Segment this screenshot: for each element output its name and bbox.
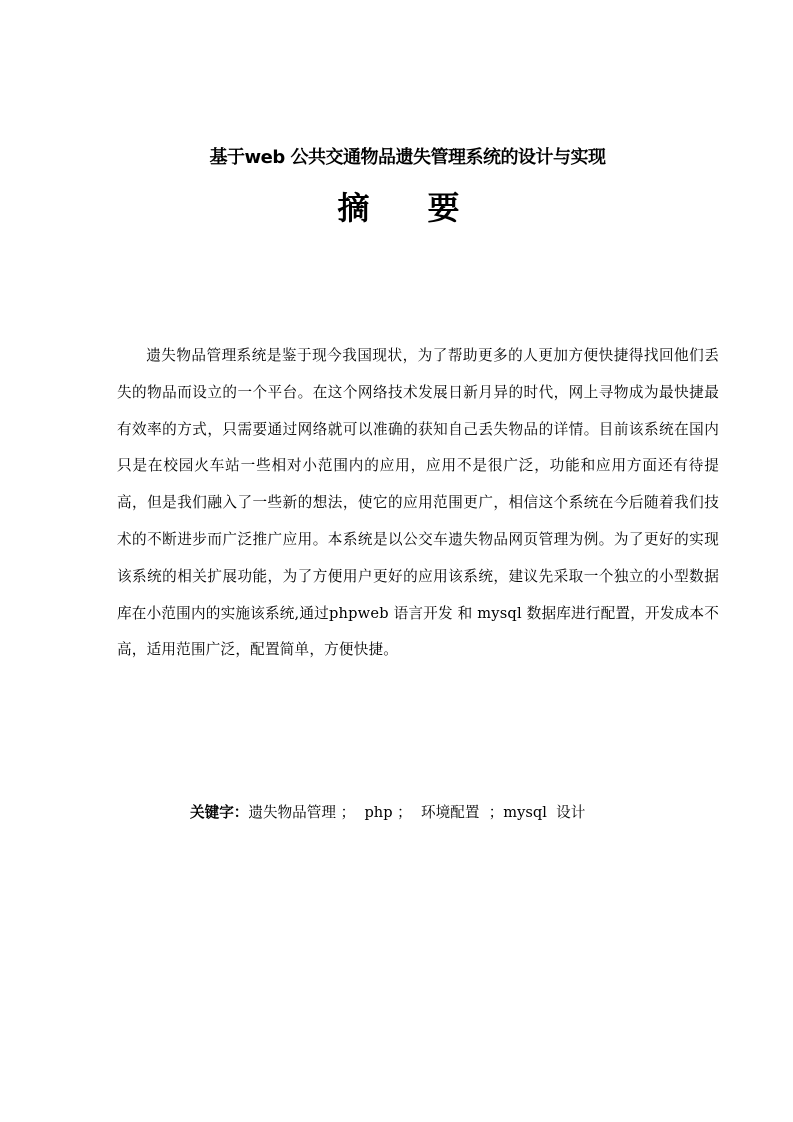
abstract-heading bbox=[0, 186, 793, 230]
abstract-heading-char-2: 要 bbox=[427, 189, 460, 227]
keywords-line bbox=[190, 800, 710, 826]
abstract-heading-char-1: 摘 bbox=[337, 189, 370, 227]
keywords-label: 关键字： bbox=[190, 804, 249, 821]
keywords-text: 遗失物品管理 ； php ； 环境配置 ；mysql 设计 bbox=[248, 804, 586, 821]
document-title: 基于web 公共交通物品遗失管理系统的设计与实现 bbox=[209, 147, 606, 168]
abstract-body: 遗失物品管理系统是鉴于现今我国现状，为了帮助更多的人更加方便快捷得找回他们丢失的物品而设立的一个平台。在这个网络技术发展日新月异的时代，网上寻物成为最快捷最有效率的方式，只需要通过网络就可以准确的获知自己丢失物品的详情。目前该系统在国内只是在校园火车站一些相对小范围内的应用，应用不是很广泛，功能和应用方面还有待提高，但是我们融入了一些新的想法，使它的应用范围更广，相信这个系统在今后随着我们技术的不断进步而广泛推广应用。本系统是以公交车遗失物品网页管理为例。为了更好的实现该系统的相关扩展功能，为了方便用户更好的应用该系统，建议先采取一个独立的小型数据库在小范围内的实施该系统,通过phpweb 语言开发 和 mysql 数据库进行配置，开发成本不高，适用范围广泛，配置简单，方便快捷。 bbox=[117, 347, 719, 659]
